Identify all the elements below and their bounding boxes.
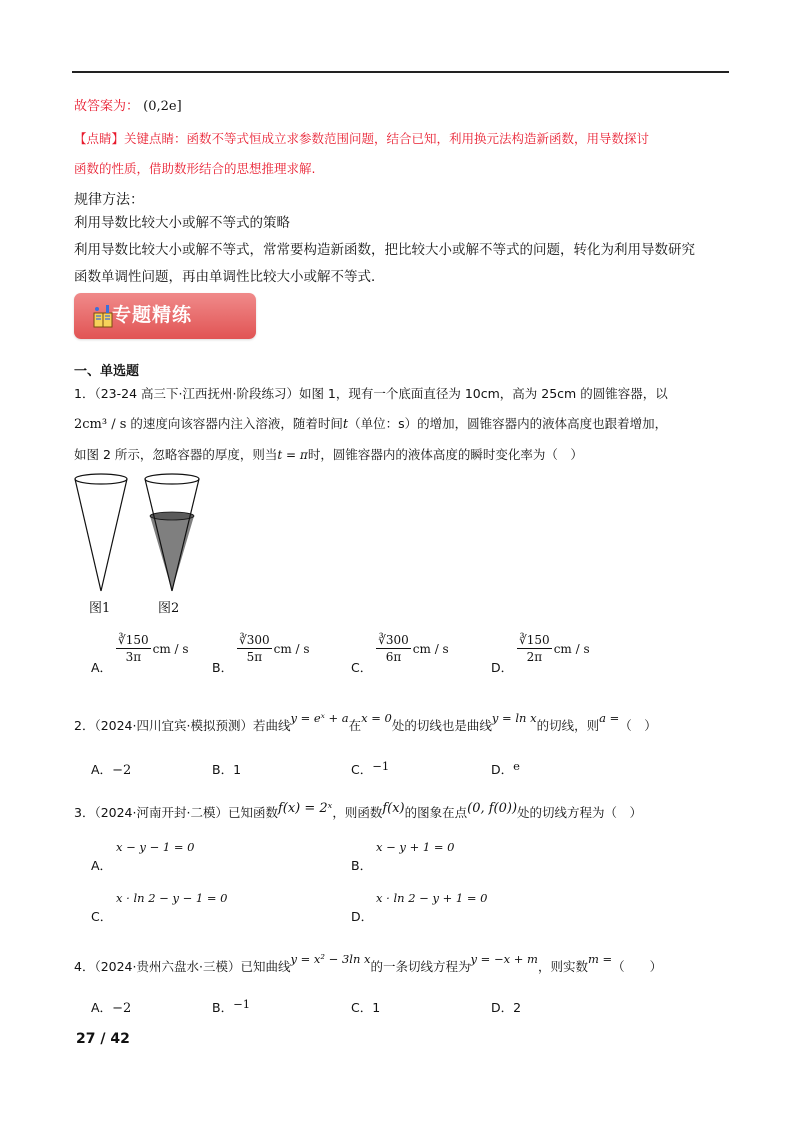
- q1-text-2: 的速度向该容器内注入溶液，随着时间: [126, 416, 343, 431]
- fraction-numerator: ∛300: [378, 633, 409, 647]
- option-label: B．: [212, 660, 234, 675]
- option-value: −2: [112, 1001, 132, 1016]
- q4-number: 4．: [74, 959, 95, 974]
- q2-text-1: （2024·四川宜宾·模拟预测）若曲线: [94, 718, 291, 733]
- method-line-2: 函数单调性问题，再由单调性比较大小或解不等式．: [74, 269, 385, 285]
- q3-text-1: （2024·河南开封·二模）已知函数: [94, 805, 278, 820]
- option-value: e: [513, 759, 520, 773]
- option-label: D．: [491, 1000, 514, 1015]
- q1-option-a[interactable]: [91, 633, 189, 675]
- header-rule: [72, 71, 729, 73]
- q4-line: [74, 952, 663, 975]
- comment-line-2: 函数的性质，借助数形结合的思想推理求解.: [74, 161, 316, 176]
- answer-line: [74, 95, 182, 114]
- q2-math-2: x = 0: [361, 711, 392, 725]
- option-label: D．: [351, 909, 374, 924]
- q4-option-a[interactable]: [91, 998, 131, 1016]
- q1-line-3: [74, 445, 583, 463]
- banner-title: 专题精练: [112, 304, 193, 326]
- q4-option-b[interactable]: [212, 998, 250, 1016]
- cone-figures: [72, 472, 212, 597]
- option-label: C．: [351, 660, 373, 675]
- book-icon: [92, 304, 114, 330]
- option-label: C．: [351, 762, 373, 777]
- comment-tag: 【点睛】: [74, 131, 125, 146]
- q1-rate: 2cm³ / s: [74, 417, 127, 432]
- option-unit: cm / s: [273, 641, 310, 656]
- q1-text-4: 如图 2 所示，忽略容器的厚度，则当: [74, 447, 278, 462]
- q1-t-equals-pi: t = π: [277, 448, 308, 462]
- q3-option-c[interactable]: [91, 891, 227, 925]
- q1-text-5: 时，圆锥容器内的液体高度的瞬时变化率为（ ）: [307, 447, 583, 462]
- option-label: A．: [91, 858, 113, 873]
- fraction-numerator: ∛300: [239, 633, 270, 647]
- option-value: 1: [233, 762, 242, 777]
- cone-1: [75, 474, 127, 591]
- q3-math-2: f(x): [382, 801, 405, 816]
- q3-option-b[interactable]: [351, 840, 454, 874]
- fraction-numerator: ∛150: [519, 633, 550, 647]
- q4-option-c[interactable]: [351, 998, 380, 1016]
- q2-number: 2．: [74, 718, 95, 733]
- option-label: D．: [491, 660, 514, 675]
- option-unit: cm / s: [553, 641, 590, 656]
- method-line-1: 利用导数比较大小或解不等式，常常要构造新函数，把比较大小或解不等式的问题，转化为利用导数研究: [74, 242, 695, 258]
- option-value: x − y − 1 = 0: [116, 840, 195, 854]
- q1-option-b[interactable]: [212, 633, 310, 675]
- q2-line: [74, 711, 657, 734]
- method-subtitle: 利用导数比较大小或解不等式的策略: [74, 215, 290, 231]
- q3-number: 3．: [74, 805, 95, 820]
- option-value: x · ln 2 − y − 1 = 0: [116, 891, 228, 905]
- section-heading: 一、单选题: [74, 364, 140, 379]
- fraction: [237, 633, 272, 664]
- q3-math-3: (0, f(0)): [467, 801, 518, 816]
- q1-line-2: [74, 414, 667, 432]
- q1-option-d[interactable]: [491, 633, 590, 675]
- q2-option-a[interactable]: [91, 760, 131, 778]
- fraction: [517, 633, 552, 664]
- q4-text-4: （ ）: [612, 959, 663, 974]
- option-value: 2: [513, 1000, 522, 1015]
- option-label: A．: [91, 762, 113, 777]
- fraction-numerator: ∛150: [118, 633, 149, 647]
- figure-1-caption: 图1: [89, 601, 111, 616]
- option-label: B．: [212, 1000, 234, 1015]
- q3-text-3: 的图象在点: [404, 805, 468, 820]
- q2-text-3: 处的切线也是曲线: [391, 718, 492, 733]
- q2-text-2: 在: [348, 718, 362, 733]
- q3-text-2: ，则函数: [332, 805, 383, 820]
- q2-text-4: 的切线，则: [536, 718, 600, 733]
- method-title: 规律方法：: [74, 192, 144, 208]
- figure-2-caption: 图2: [158, 601, 180, 616]
- option-label: C．: [351, 1000, 373, 1015]
- q4-math-3: m =: [587, 952, 613, 966]
- q2-math-3: y = ln x: [491, 711, 537, 725]
- q2-option-b[interactable]: [212, 760, 241, 778]
- option-unit: cm / s: [152, 641, 189, 656]
- q1-option-c[interactable]: [351, 633, 449, 675]
- q3-text-4: 处的切线方程为（ ）: [517, 805, 643, 820]
- q2-text-5: （ ）: [619, 718, 657, 733]
- answer-value: (0,2e]: [143, 99, 182, 114]
- option-label: A．: [91, 660, 113, 675]
- fraction-denominator: 5π: [246, 650, 263, 664]
- fraction: [376, 633, 411, 664]
- fraction-denominator: 2π: [526, 650, 543, 664]
- q1-line-1: [74, 384, 668, 402]
- option-unit: cm / s: [412, 641, 449, 656]
- q2-math-4: a =: [599, 711, 620, 725]
- comment-line-1: [74, 129, 649, 147]
- q4-text-3: ，则实数: [537, 959, 588, 974]
- q4-math-1: y = x² − 3ln x: [290, 952, 371, 966]
- q4-math-2: y = −x + m: [470, 952, 538, 966]
- fraction-denominator: 3π: [125, 650, 142, 664]
- fraction-denominator: 6π: [385, 650, 402, 664]
- option-label: C．: [91, 909, 113, 924]
- option-label: B．: [212, 762, 234, 777]
- comment-text-1: 关键点睛：函数不等式恒成立求参数范围问题，结合已知，利用换元法构造新函数，用导数探讨: [124, 131, 650, 146]
- q2-math-1: y = eˣ + a: [290, 711, 349, 725]
- q4-text-2: 的一条切线方程为: [370, 959, 471, 974]
- option-label: D．: [491, 762, 514, 777]
- q1-var-t: t: [342, 417, 349, 432]
- q4-option-d[interactable]: [491, 998, 521, 1016]
- q3-option-a[interactable]: [91, 840, 194, 874]
- cone-2: [145, 474, 199, 591]
- answer-prefix: 故答案为：: [74, 99, 140, 114]
- q2-option-d[interactable]: [491, 760, 520, 778]
- option-label: B．: [351, 858, 373, 873]
- fraction: [116, 633, 151, 664]
- q3-option-d[interactable]: [351, 891, 487, 925]
- option-value: 1: [372, 1000, 381, 1015]
- page-number: 27 / 42: [76, 1031, 130, 1047]
- q1-number: 1．: [74, 386, 95, 401]
- option-value: −2: [112, 763, 132, 778]
- q1-text-1: （23-24 高三下·江西抚州·阶段练习）如图 1，现有一个底面直径为 10cm，高为 25cm 的圆锥容器，以: [94, 386, 668, 401]
- option-value: −1: [372, 759, 390, 773]
- option-value: −1: [233, 997, 251, 1011]
- q2-option-c[interactable]: [351, 760, 389, 778]
- q3-line: [74, 803, 642, 821]
- option-value: x · ln 2 − y + 1 = 0: [376, 891, 488, 905]
- q1-text-3: （单位：s）的增加，圆锥容器内的液体高度也跟着增加，: [348, 416, 668, 431]
- q3-math-1: f(x) = 2ˣ: [277, 801, 333, 816]
- q4-text-1: （2024·贵州六盘水·三模）已知曲线: [94, 959, 291, 974]
- option-value: x − y + 1 = 0: [376, 840, 455, 854]
- option-label: A．: [91, 1000, 113, 1015]
